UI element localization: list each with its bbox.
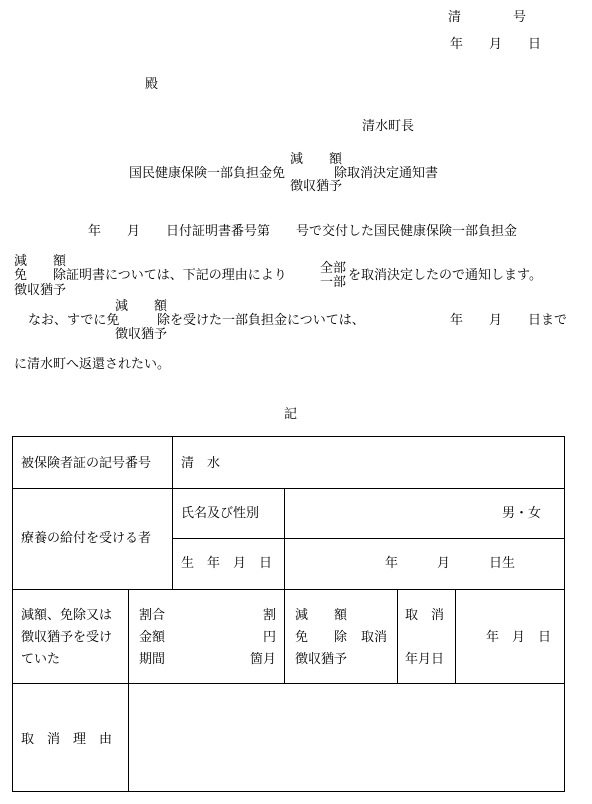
recipient-label: 療養の給付を受ける者 [21, 531, 152, 546]
reduced-label-line-1: 減額、免除又は [21, 608, 113, 623]
period-label: 期間 [139, 652, 166, 667]
body-line-4: に清水町へ返還されたい。 [14, 357, 171, 372]
sender-name: 清水町長 [362, 119, 415, 134]
body-line-2-left: 免 除証明書については、下記の理由により [14, 268, 287, 283]
body-line-1: 年 月 日付証明書番号第 号で交付した国民健康保険一部負担金 [88, 224, 518, 239]
body-line-2-right: を取消決定したので通知します。 [348, 268, 542, 283]
title-stack-bottom: 徴収猶予 [290, 179, 343, 194]
body-line-2-option-bottom: 一部 [320, 275, 347, 290]
body-line-3-top: 減 額 [115, 299, 168, 314]
ratio-unit: 割 [263, 608, 277, 623]
birth-date-label: 生 年 月 日 [181, 556, 273, 571]
document-title-right: 除取消決定通知書 [334, 166, 439, 181]
addressee-suffix: 殿 [145, 77, 159, 92]
document-title-left: 国民健康保険一部負担金免 [129, 166, 286, 181]
reduced-label-line-3: ていた [21, 652, 61, 667]
amount-label: 金額 [139, 630, 166, 645]
cancel-date-label-1: 取 消 [405, 608, 445, 623]
cancel-date-label-2: 年月日 [405, 652, 445, 667]
body-line-3-left: なお、すでに免 [28, 313, 120, 328]
body-line-2-bottom: 徴収猶予 [14, 283, 67, 298]
ratio-label: 割合 [139, 608, 166, 623]
reduced-label-line-2: 徴収猶予を受け [21, 630, 113, 645]
card-number-label: 被保険者証の記号番号 [21, 456, 152, 471]
period-unit: 箇月 [250, 652, 277, 667]
birth-date-value: 年 月 日生 [385, 556, 516, 571]
document-number-label: 清 号 [448, 10, 527, 25]
body-line-3-date: 年 月 日まで [450, 313, 568, 328]
title-stack-top: 減 額 [290, 152, 343, 167]
cancel-date-value: 年 月 日 [486, 630, 552, 645]
name-gender-label: 氏名及び性別 [181, 506, 260, 521]
body-line-2-option-top: 全部 [320, 261, 347, 276]
ki-heading: 記 [284, 407, 298, 422]
gender-value: 男・女 [502, 506, 542, 521]
cancel-reason-label: 取 消 理 由 [21, 732, 113, 747]
body-line-3-bottom: 徴収猶予 [115, 327, 168, 342]
details-table [12, 436, 565, 792]
issue-date-label: 年 月 日 [450, 37, 542, 52]
card-number-value: 清 水 [181, 456, 221, 471]
amount-unit: 円 [263, 630, 277, 645]
body-line-3-right: 除を受けた一部負担金については、 [157, 313, 365, 328]
type-deferral: 徴収猶予 [295, 652, 348, 667]
body-line-2-top: 減 額 [14, 254, 67, 269]
cancel-reason-field[interactable] [129, 684, 564, 791]
type-cancel-suffix: 取消 [361, 630, 388, 645]
type-reduction: 減 額 [295, 608, 348, 623]
type-exemption: 免 除 [295, 630, 348, 645]
